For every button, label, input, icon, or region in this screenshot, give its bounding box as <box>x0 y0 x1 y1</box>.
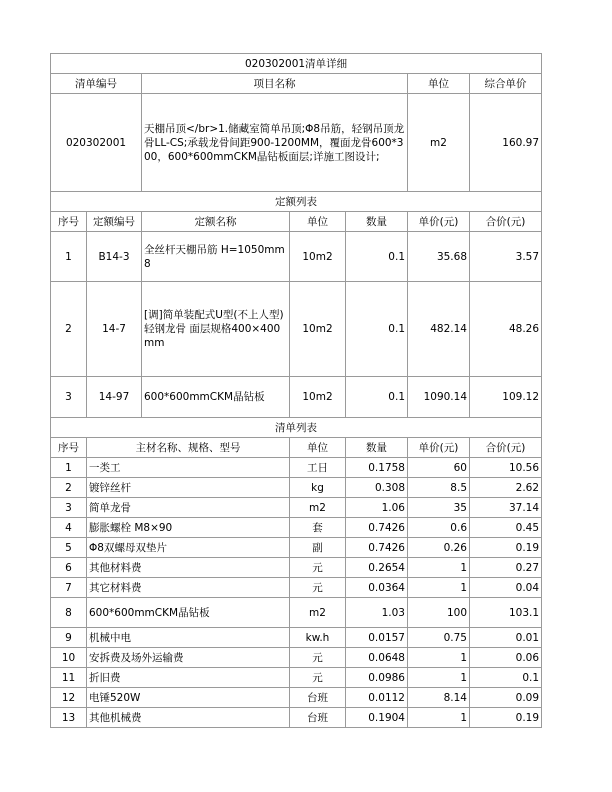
material-unit: kw.h <box>290 628 346 648</box>
material-no: 13 <box>51 708 87 728</box>
material-price: 0.75 <box>408 628 470 648</box>
material-name: 安拆费及场外运输费 <box>87 648 290 668</box>
quota-no: 1 <box>51 232 87 282</box>
material-price: 1 <box>408 708 470 728</box>
material-name: 电锤520W <box>87 688 290 708</box>
quota-header-unit: 单位 <box>290 212 346 232</box>
quota-name: 600*600mmCKM晶钻板 <box>142 377 290 418</box>
material-no: 12 <box>51 688 87 708</box>
material-total: 0.19 <box>470 538 542 558</box>
material-row <box>51 578 542 598</box>
material-no: 1 <box>51 458 87 478</box>
material-qty: 1.06 <box>346 498 408 518</box>
quota-code: 14-7 <box>87 282 142 377</box>
material-name: 其它材料费 <box>87 578 290 598</box>
quota-qty: 0.1 <box>346 282 408 377</box>
quota-name: 全丝杆天棚吊筋 H=1050mm 8 <box>142 232 290 282</box>
material-price: 100 <box>408 598 470 628</box>
page-title: 020302001清单详细 <box>51 54 542 74</box>
material-row <box>51 688 542 708</box>
material-unit: 台班 <box>290 688 346 708</box>
material-price: 0.26 <box>408 538 470 558</box>
bill-unit: m2 <box>408 94 470 192</box>
material-price: 1 <box>408 668 470 688</box>
material-row <box>51 538 542 558</box>
material-name: 其他机械费 <box>87 708 290 728</box>
quota-no: 2 <box>51 282 87 377</box>
quota-code: 14-97 <box>87 377 142 418</box>
quota-qty: 0.1 <box>346 232 408 282</box>
material-unit: 台班 <box>290 708 346 728</box>
material-total: 0.04 <box>470 578 542 598</box>
bill-code-header: 清单编号 <box>51 74 142 94</box>
materials-header-total: 合价(元) <box>470 438 542 458</box>
title-row <box>51 54 542 74</box>
materials-header-qty: 数量 <box>346 438 408 458</box>
materials-header-name: 主材名称、规格、型号 <box>87 438 290 458</box>
materials-header-no: 序号 <box>51 438 87 458</box>
materials-header-unit: 单位 <box>290 438 346 458</box>
quota-total: 109.12 <box>470 377 542 418</box>
material-name: 600*600mmCKM晶钻板 <box>87 598 290 628</box>
material-price: 1 <box>408 558 470 578</box>
material-unit: 元 <box>290 578 346 598</box>
material-price: 60 <box>408 458 470 478</box>
material-qty: 0.0986 <box>346 668 408 688</box>
quota-unit: 10m2 <box>290 282 346 377</box>
material-no: 5 <box>51 538 87 558</box>
material-qty: 0.2654 <box>346 558 408 578</box>
material-unit: 元 <box>290 668 346 688</box>
material-name: Φ8双螺母双垫片 <box>87 538 290 558</box>
material-no: 4 <box>51 518 87 538</box>
material-qty: 0.0364 <box>346 578 408 598</box>
material-no: 2 <box>51 478 87 498</box>
quota-row <box>51 282 542 377</box>
bill-row <box>51 94 542 192</box>
material-unit: m2 <box>290 598 346 628</box>
material-name: 其他材料费 <box>87 558 290 578</box>
material-row <box>51 708 542 728</box>
quota-price: 482.14 <box>408 282 470 377</box>
material-no: 9 <box>51 628 87 648</box>
material-total: 0.45 <box>470 518 542 538</box>
quota-price: 35.68 <box>408 232 470 282</box>
material-qty: 1.03 <box>346 598 408 628</box>
material-total: 0.19 <box>470 708 542 728</box>
quota-no: 3 <box>51 377 87 418</box>
material-name: 简单龙骨 <box>87 498 290 518</box>
material-name: 折旧费 <box>87 668 290 688</box>
material-unit: 套 <box>290 518 346 538</box>
material-total: 2.62 <box>470 478 542 498</box>
material-row <box>51 668 542 688</box>
material-name: 机械中电 <box>87 628 290 648</box>
material-no: 7 <box>51 578 87 598</box>
bill-code: 020302001 <box>51 94 142 192</box>
quota-price: 1090.14 <box>408 377 470 418</box>
material-qty: 0.1758 <box>346 458 408 478</box>
material-unit: 副 <box>290 538 346 558</box>
material-qty: 0.1904 <box>346 708 408 728</box>
material-row <box>51 518 542 538</box>
materials-section-title: 清单列表 <box>51 418 542 438</box>
material-total: 0.09 <box>470 688 542 708</box>
material-total: 37.14 <box>470 498 542 518</box>
material-total: 10.56 <box>470 458 542 478</box>
bill-detail-table <box>50 53 542 728</box>
material-row <box>51 498 542 518</box>
quota-header-row <box>51 212 542 232</box>
quota-header-code: 定额编号 <box>87 212 142 232</box>
quota-header-price: 单价(元) <box>408 212 470 232</box>
material-price: 1 <box>408 648 470 668</box>
material-qty: 0.0648 <box>346 648 408 668</box>
quota-name: [调]简单装配式U型(不上人型)轻钢龙骨 面层规格400×400mm <box>142 282 290 377</box>
materials-header-price: 单价(元) <box>408 438 470 458</box>
material-qty: 0.7426 <box>346 538 408 558</box>
quota-header-name: 定额名称 <box>142 212 290 232</box>
quota-unit: 10m2 <box>290 232 346 282</box>
material-total: 0.27 <box>470 558 542 578</box>
material-no: 6 <box>51 558 87 578</box>
material-total: 103.1 <box>470 598 542 628</box>
material-row <box>51 558 542 578</box>
material-total: 0.1 <box>470 668 542 688</box>
quota-section-row <box>51 192 542 212</box>
material-price: 1 <box>408 578 470 598</box>
bill-name: 天棚吊顶</br>1.储藏室简单吊顶;Φ8吊筋，轻钢吊顶龙骨LL-CS;承载龙骨间距900-1200MM，覆面龙骨600*300，600*600mmCKM晶钻板面层;详施工图设计; <box>142 94 408 192</box>
material-name: 镀锌丝杆 <box>87 478 290 498</box>
quota-code: B14-3 <box>87 232 142 282</box>
material-no: 8 <box>51 598 87 628</box>
quota-row <box>51 232 542 282</box>
material-unit: 元 <box>290 558 346 578</box>
material-price: 8.5 <box>408 478 470 498</box>
material-price: 0.6 <box>408 518 470 538</box>
quota-qty: 0.1 <box>346 377 408 418</box>
material-row <box>51 458 542 478</box>
quota-unit: 10m2 <box>290 377 346 418</box>
material-unit: 元 <box>290 648 346 668</box>
material-no: 11 <box>51 668 87 688</box>
material-qty: 0.0112 <box>346 688 408 708</box>
material-no: 10 <box>51 648 87 668</box>
material-qty: 0.7426 <box>346 518 408 538</box>
material-qty: 0.308 <box>346 478 408 498</box>
bill-name-header: 项目名称 <box>142 74 408 94</box>
material-row <box>51 648 542 668</box>
material-row <box>51 598 542 628</box>
quota-row <box>51 377 542 418</box>
material-unit: kg <box>290 478 346 498</box>
quota-total: 3.57 <box>470 232 542 282</box>
material-row <box>51 478 542 498</box>
quota-section-title: 定额列表 <box>51 192 542 212</box>
bill-unit-header: 单位 <box>408 74 470 94</box>
bill-price: 160.97 <box>470 94 542 192</box>
material-total: 0.06 <box>470 648 542 668</box>
quota-header-total: 合价(元) <box>470 212 542 232</box>
material-qty: 0.0157 <box>346 628 408 648</box>
material-price: 8.14 <box>408 688 470 708</box>
materials-header-row <box>51 438 542 458</box>
quota-header-no: 序号 <box>51 212 87 232</box>
material-name: 膨胀螺栓 M8×90 <box>87 518 290 538</box>
bill-header-row <box>51 74 542 94</box>
bill-price-header: 综合单价 <box>470 74 542 94</box>
materials-section-row <box>51 418 542 438</box>
material-name: 一类工 <box>87 458 290 478</box>
material-unit: 工日 <box>290 458 346 478</box>
material-total: 0.01 <box>470 628 542 648</box>
material-no: 3 <box>51 498 87 518</box>
material-unit: m2 <box>290 498 346 518</box>
material-row <box>51 628 542 648</box>
material-price: 35 <box>408 498 470 518</box>
quota-header-qty: 数量 <box>346 212 408 232</box>
quota-total: 48.26 <box>470 282 542 377</box>
